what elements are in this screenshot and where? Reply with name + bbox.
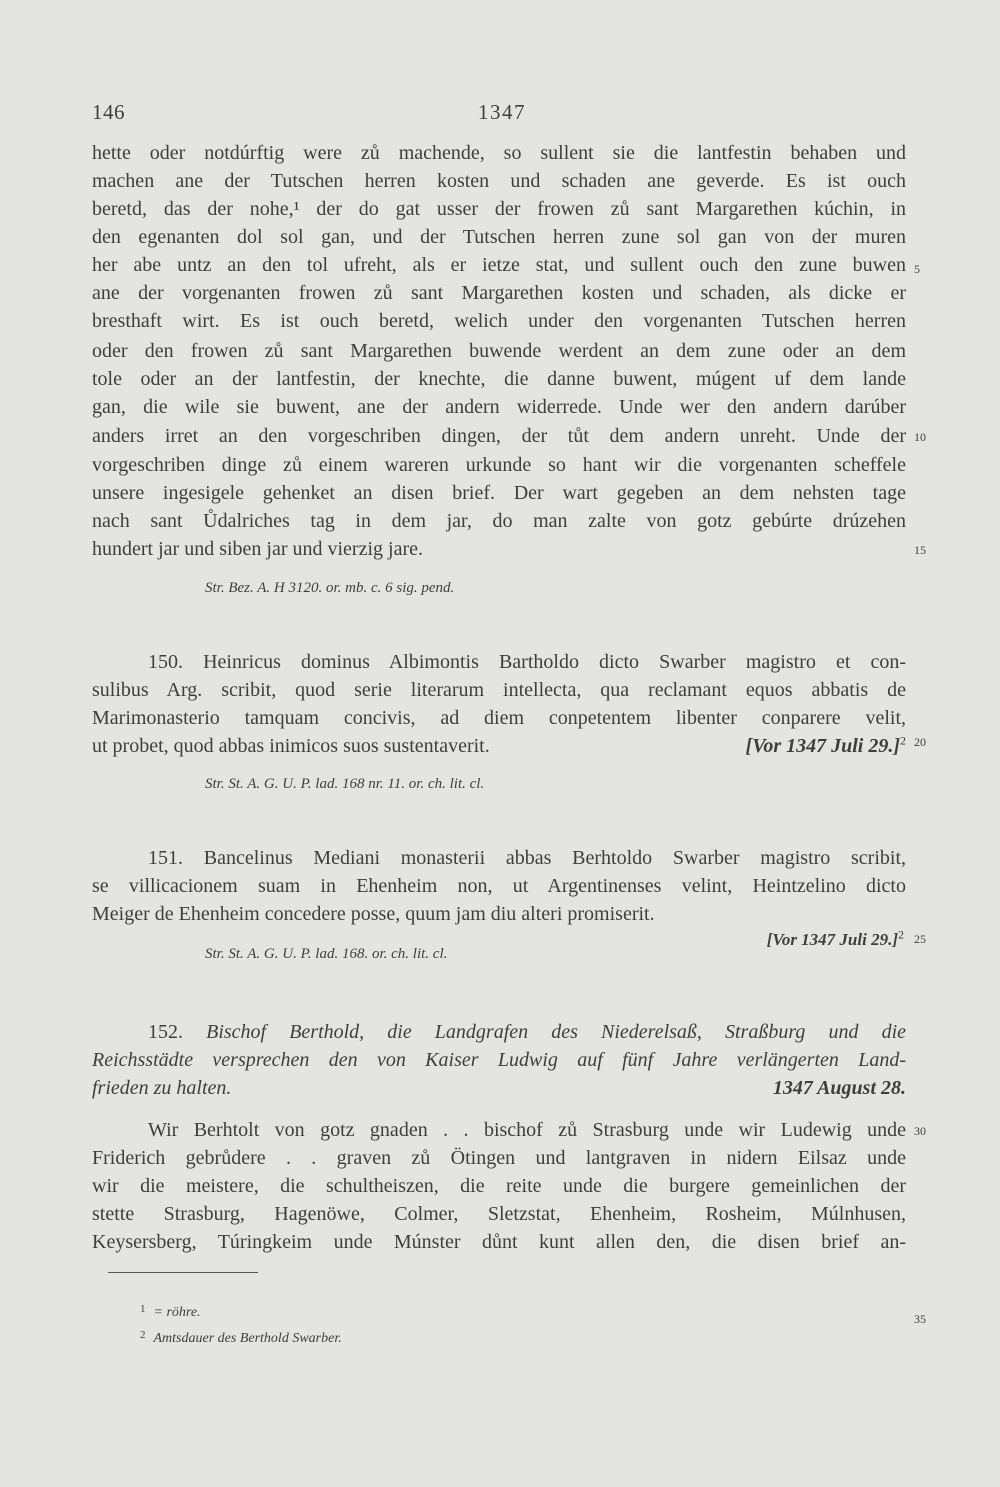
date-group — [766, 927, 904, 950]
source-citation: Str. St. A. G. U. P. lad. 168 nr. 11. or. ch. lit. cl. — [205, 776, 485, 792]
footnote-ref: 2 — [900, 733, 906, 748]
footnote — [140, 1300, 201, 1322]
footnote-ref: 2 — [898, 927, 904, 942]
margin-line-number: 15 — [914, 543, 926, 557]
text-line: Marimonasterio tamquam concivis, ad diem conpetentem libenter conparere velit, — [92, 707, 906, 729]
text-line: beretd, das der nohe,¹ der do gat usser der frowen zů sant Margarethen kúchin, in — [92, 198, 906, 220]
source-citation: Str. Bez. A. H 3120. or. mb. c. 6 sig. pend. — [205, 580, 455, 596]
text-line: ut probet, quod abbas inimicos suos sustentaverit. — [92, 735, 490, 757]
title-line: Bischof Berthold, die Landgrafen des Niederelsaß, Straßburg und die — [206, 1021, 907, 1043]
date-group — [746, 734, 906, 758]
margin-line-number: 5 — [914, 262, 920, 276]
text-line: machen ane der Tutschen herren kosten und schaden ane geverde. Es ist ouch — [92, 170, 906, 192]
entry-title-first-line — [92, 1020, 906, 1044]
entry-first-line — [92, 846, 906, 870]
text-line: her abe untz an den tol ufreht, als er ietze stat, und sullent ouch den zune buwen — [92, 254, 906, 276]
footnote-rule — [108, 1272, 258, 1273]
entry-number: 150. — [148, 651, 183, 673]
text-line: se villicacionem suam in Ehenheim non, ut Argentinenses velint, Heintzelino dicto — [92, 875, 906, 897]
margin-line-number: 10 — [914, 430, 926, 444]
text-line: wir die meistere, die schultheiszen, die reite unde die burgere gemeinlichen der — [92, 1175, 906, 1197]
margin-line-number: 25 — [914, 932, 926, 946]
text-line: sulibus Arg. scribit, quod serie literarum intellecta, qua reclamant equos abbatis de — [92, 679, 906, 701]
text-line: Bancelinus Mediani monasterii abbas Berhtoldo Swarber magistro scribit, — [203, 847, 907, 869]
text-line: tole oder an der lantfestin, der knechte, die danne buwent, múgent uf dem lande — [92, 368, 906, 390]
text-line: hette oder notdúrftig were zů machende, so sullent sie die lantfestin behaben und — [92, 142, 906, 164]
entry-date: 1347 August 28. — [772, 1077, 906, 1099]
text-line: gan, die wile sie buwent, ane der andern widerrede. Unde wer den andern darúber — [92, 396, 906, 418]
text-line: nach sant Ůdalriches tag in dem jar, do man zalte von gotz gebúrte drúzehen — [92, 510, 906, 532]
text-line: oder den frowen zů sant Margarethen buwende werdent an dem zune oder an dem — [92, 340, 906, 362]
footnote-text: = röhre. — [153, 1305, 201, 1320]
text-line: unsere ingesigele gehenket an disen brief. Der wart gegeben an dem nehsten tage — [92, 482, 906, 504]
margin-line-number: 30 — [914, 1124, 926, 1138]
text-line: bresthaft wirt. Es ist ouch beretd, welich under den vorgenanten Tutschen herren — [92, 310, 906, 332]
text-line: anders irret an den vorgeschriben dingen, der tůt dem andern unreht. Unde der — [92, 425, 906, 447]
entry-last-line — [92, 734, 906, 758]
footnote-mark: 2 — [140, 1329, 146, 1341]
page-number: 146 — [92, 100, 125, 124]
text-line: Friderich gebrůdere . . graven zů Ötingen und lantgraven in nidern Eilsaz unde — [92, 1147, 906, 1169]
entry-date: [Vor 1347 Juli 29.] — [745, 735, 900, 757]
text-line: hundert jar und siben jar und vierzig jare. — [92, 538, 423, 560]
text-line: Meiger de Ehenheim concedere posse, quum jam diu alteri promiserit. — [92, 903, 655, 925]
text-line: Heinricus dominus Albimontis Bartholdo dicto Swarber magistro et con- — [203, 651, 907, 673]
running-head-year: 1347 — [478, 100, 526, 124]
footnote-mark: 1 — [140, 1303, 146, 1315]
margin-line-number: 20 — [914, 735, 926, 749]
title-line: frieden zu halten. — [92, 1077, 232, 1099]
entry-date: [Vor 1347 Juli 29.] — [766, 930, 898, 949]
margin-line-number: 35 — [914, 1312, 926, 1326]
entry-number: 151. — [148, 847, 183, 869]
text-line: Wir Berhtolt von gotz gnaden . . bischof zů Strasburg unde wir Ludewig unde — [148, 1119, 906, 1141]
text-line: den egenanten dol sol gan, und der Tutschen herren zune sol gan von der muren — [92, 226, 906, 248]
entry-first-line — [92, 650, 906, 674]
text-line: ane der vorgenanten frowen zů sant Margarethen kosten und schaden, als dicke er — [92, 282, 906, 304]
entry-number: 152. — [148, 1021, 183, 1043]
entry-title-last-line — [92, 1076, 906, 1100]
title-line: Reichsstädte versprechen den von Kaiser Ludwig auf fünf Jahre verlängerten Land- — [92, 1049, 906, 1071]
footnote — [140, 1326, 342, 1348]
text-line: vorgeschriben dinge zů einem wareren urkunde so hant wir die vorgenanten scheffele — [92, 454, 906, 476]
text-line: Keysersberg, Túringkeim unde Múnster důnt kunt allen den, die disen brief an- — [92, 1231, 906, 1253]
footnote-text: Amtsdauer des Berthold Swarber. — [153, 1331, 342, 1346]
text-line: stette Strasburg, Hagenöwe, Colmer, Sletzstat, Ehenheim, Rosheim, Múlnhusen, — [92, 1203, 906, 1225]
entry-first-line — [92, 1118, 906, 1142]
source-citation: Str. St. A. G. U. P. lad. 168. or. ch. lit. cl. — [205, 946, 448, 962]
